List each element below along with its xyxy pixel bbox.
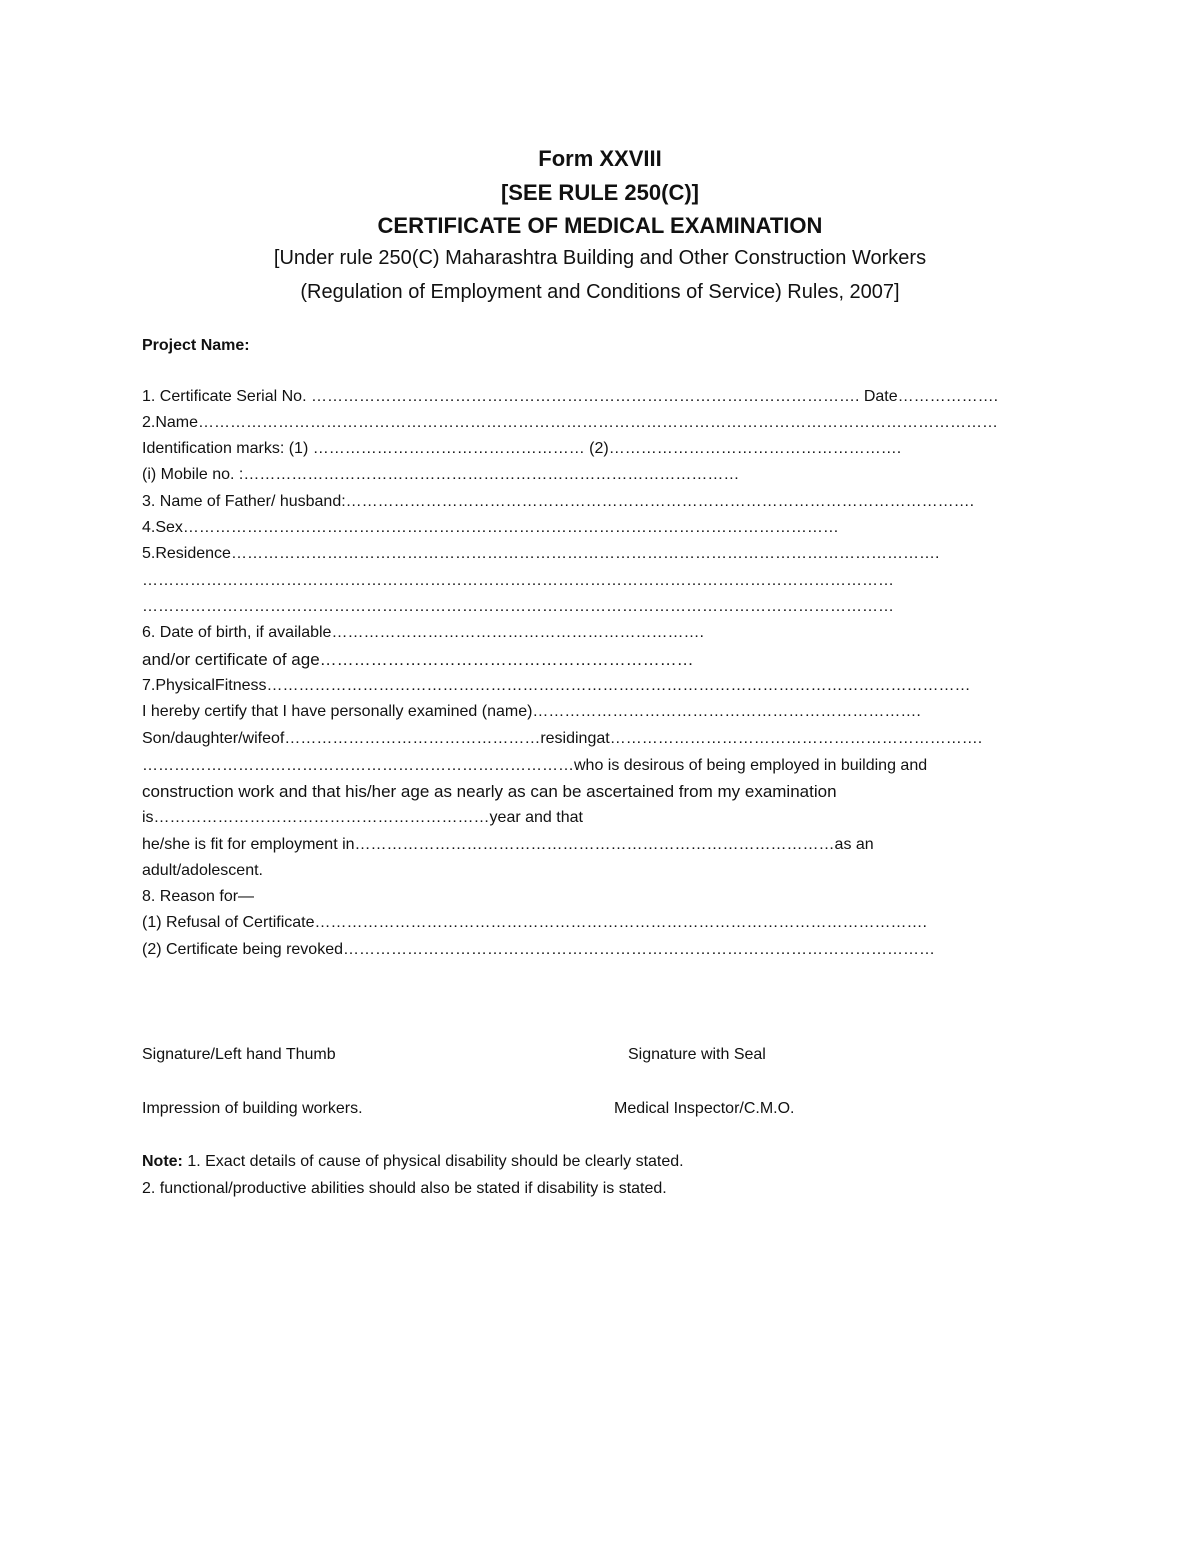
form-line: construction work and that his/her age as nearly as can be ascertained from my examination xyxy=(142,782,837,801)
form-line: and/or certificate of age………………………………………………………… xyxy=(142,650,694,669)
seal-signature-label: Signature with Seal xyxy=(628,1046,766,1063)
form-line: is………………………………………………………year and that xyxy=(142,809,583,826)
form-line: he/she is fit for employment in………………………………………………………………………………as an xyxy=(142,836,874,853)
project-name-label: Project Name: xyxy=(142,337,250,354)
subtitle-line-1: [Under rule 250(C) Maharashtra Building and Other Construction Workers xyxy=(273,247,927,269)
page-title: CERTIFICATE OF MEDICAL EXAMINATION xyxy=(377,213,823,238)
form-line: 6. Date of birth, if available……………………………………………………………. xyxy=(142,624,704,641)
form-line: (2) Certificate being revoked………………………………………………………………………………………………… xyxy=(142,941,935,958)
form-line: 3. Name of Father/ husband:………………………………………………………………………………………………………. xyxy=(142,493,975,510)
form-line: Son/daughter/wifeof…………………………………………residingat……………………………………………………………. xyxy=(142,730,983,747)
form-number: Form XXVIII xyxy=(538,146,662,171)
note-line-1 xyxy=(142,1153,684,1171)
form-line: …………………………………………………………………………………………………………………………… xyxy=(142,598,894,615)
rule-reference: [SEE RULE 250(C)] xyxy=(500,180,700,205)
form-line: (i) Mobile no. :………………………………………………………………………………… xyxy=(142,466,740,483)
worker-signature-label: Signature/Left hand Thumb xyxy=(142,1046,336,1063)
note-item-1: 1. Exact details of cause of physical disability should be clearly stated. xyxy=(182,1153,684,1170)
worker-impression-label: Impression of building workers. xyxy=(142,1100,363,1117)
form-line: 2.Name…………………………………………………………………………………………………………………………………… xyxy=(142,414,999,431)
form-line: adult/adolescent. xyxy=(142,862,263,879)
medical-inspector-label: Medical Inspector/C.M.O. xyxy=(614,1100,795,1117)
form-line: Identification marks: (1) …………………………………………… (2)………………………………………………. xyxy=(142,440,902,457)
form-line: 7.PhysicalFitness…………………………………………………………………………………………………………………… xyxy=(142,677,971,694)
form-line: 8. Reason for— xyxy=(142,888,255,905)
note-label: Note: xyxy=(142,1153,183,1170)
subtitle-line-2: (Regulation of Employment and Conditions of Service) Rules, 2007] xyxy=(300,281,900,303)
form-line: ………………………………………………………………………who is desirous of being employed in building and xyxy=(142,757,928,774)
form-line: I hereby certify that I have personally examined (name)………………………………………………………………. xyxy=(142,703,921,720)
note-item-2: 2. functional/productive abilities should also be stated if disability is stated. xyxy=(142,1180,667,1197)
form-line: 4.Sex…………………………………………………………………………………………………………… xyxy=(142,519,839,536)
form-line: 5.Residence……………………………………………………………………………………………………………………. xyxy=(142,545,940,562)
form-line: …………………………………………………………………………………………………………………………… xyxy=(142,572,894,589)
form-line: 1. Certificate Serial No. …………………………………………………………………………………………. Date………………. xyxy=(142,388,999,405)
form-line: (1) Refusal of Certificate……………………………………………………………………………………………………. xyxy=(142,914,927,931)
